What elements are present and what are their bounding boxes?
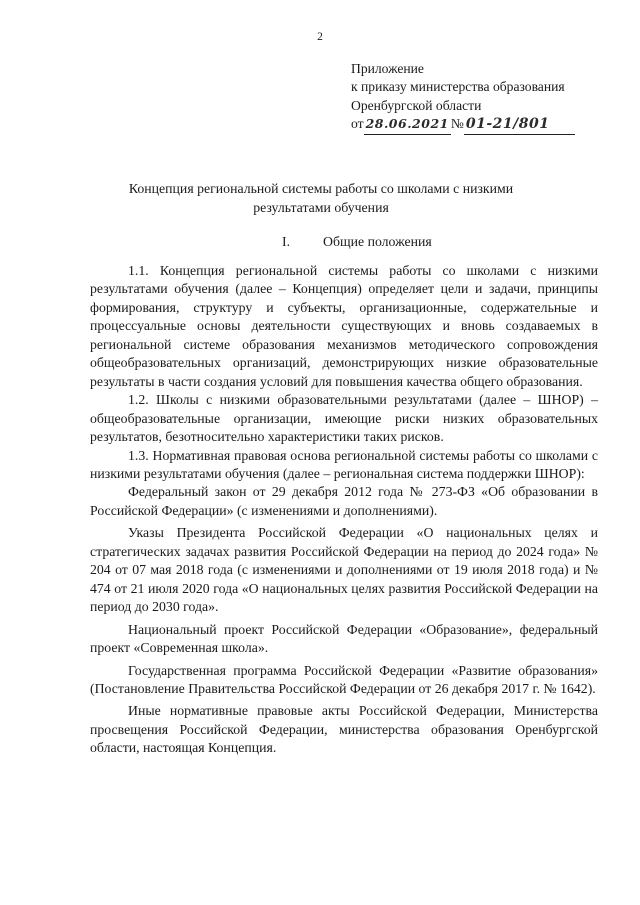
paragraph-1-1: 1.1. Концепция региональной системы работы со школами с низкими результатами обучения (далее – Концепция) определяет цели и задачи, принципы формирования, структуру и субъекты, организационные, содержательные и процессуальные основы деятельности существующих и вновь создаваемых в региональной системе образования механизмов методического сопровождения общеобразовательных организаций, демонстрирующих низкие образовательные результаты в части создания условий для повышения качества общего образования.: [90, 263, 598, 389]
from-prefix: от: [351, 116, 364, 132]
legal-basis-national-project: Национальный проект Российской Федерации «Образование», федеральный проект «Современная школа».: [90, 621, 598, 656]
legal-basis-presidential-decrees: Указы Президента Российской Федерации «О национальных целях и стратегических задачах развития Российской Федерации на период до 2024 года» № 204 от 07 мая 2018 года (с изменениями и дополнениями от 19 июля 2018 года) и № 474 от 21 июля 2020 года «О национальных целях развития Российской Федерации на период до 2030 года».: [90, 525, 598, 615]
appendix-header: [351, 60, 575, 135]
paragraph-1-2: 1.2. Школы с низкими образовательными результатами (далее – ШНОР) – общеобразовательные организации, имеющие риски низких образовательных результатов, безотносительно характеристики таких рисков.: [90, 392, 598, 445]
appendix-order-line: [351, 115, 575, 134]
section-number: I.: [282, 234, 291, 249]
appendix-line-1: Приложение: [351, 61, 424, 76]
handwritten-order-number: 01-21/801: [464, 115, 576, 134]
document-body: [90, 262, 598, 758]
section-title: Общие положения: [323, 234, 432, 249]
paragraph-1-3: 1.3. Нормативная правовая основа региональной системы работы со школами с низкими результатами обучения (далее – региональная система поддержки ШНОР):: [90, 447, 598, 481]
number-prefix: №: [450, 116, 464, 132]
handwritten-date: 28.06.2021: [364, 115, 451, 134]
legal-basis-federal-law: Федеральный закон от 29 декабря 2012 года № 273-ФЗ «Об образовании в Российской Федерации» (с изменениями и дополнениями).: [90, 484, 598, 518]
page-number: 2: [317, 31, 323, 43]
legal-basis-other-acts: Иные нормативные правовые акты Российской Федерации, Министерства просвещения Российской Федерации, министерства образования Оренбургской области, настоящая Концепция.: [90, 703, 598, 756]
appendix-line-2: к приказу министерства образования: [351, 79, 565, 95]
document-title: Концепция региональной системы работы со школами с низкими результатами обучения: [128, 181, 514, 215]
appendix-line-3: Оренбургской области: [351, 97, 482, 113]
legal-basis-state-program: Государственная программа Российской Федерации «Развитие образования» (Постановление Правительства Российской Федерации от 26 декабря 2017 г. № 1642).: [90, 662, 598, 696]
